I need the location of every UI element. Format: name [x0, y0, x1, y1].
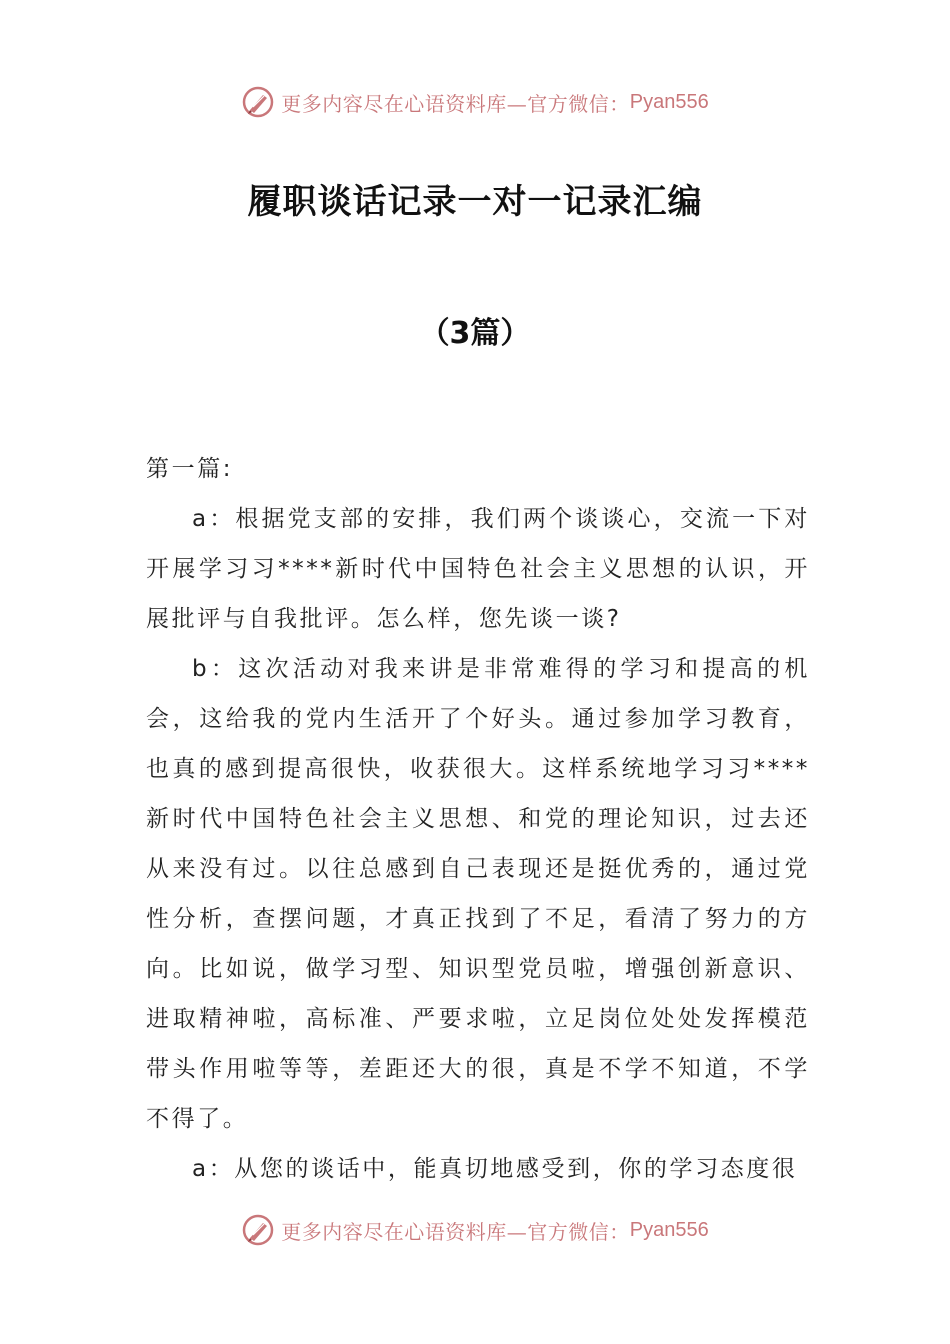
banner-text: 更多内容尽在心语资料库—官方微信：: [281, 91, 630, 116]
banner-text: 更多内容尽在心语资料库—官方微信：: [281, 1219, 630, 1244]
header-watermark-banner: [0, 82, 950, 122]
dialogue-paragraph: a：根据党支部的安排，我们两个谈谈心，交流一下对开展学习习****新时代中国特色社会主义思想的认识，开展批评与自我批评。怎么样，您先谈一谈?: [146, 506, 810, 632]
document-title: 履职谈话记录一对一记录汇编: [247, 182, 703, 222]
footer-watermark-banner: [0, 1210, 950, 1250]
document-body: [146, 444, 810, 1194]
banner-wechat-handle: Pyan556: [629, 1218, 709, 1241]
pen-nib-logo-icon: [241, 1213, 275, 1247]
dialogue-paragraph: b：这次活动对我来讲是非常难得的学习和提高的机会，这给我的党内生活开了个好头。通过参加学习教育，也真的感到提高很快，收获很大。这样系统地学习习****新时代中国特色社会主义思想、和党的理论知识，过去还从来没有过。以往总感到自己表现还是挺优秀的，通过党性分析，查摆问题，才真正找到了不足，看清了努力的方向。比如说，做学习型、知识型党员啦，增强创新意识、进取精神啦，高标准、严要求啦，立足岗位处处发挥模范带头作用啦等等，差距还大的很，真是不学不知道，不学不得了。: [146, 656, 810, 1132]
section-label: 第一篇:: [146, 456, 234, 482]
pen-nib-logo-icon: [241, 85, 275, 119]
document-subtitle: （3篇）: [419, 316, 531, 351]
banner-wechat-handle: Pyan556: [629, 90, 709, 113]
dialogue-paragraph: a：从您的谈话中，能真切地感受到，你的学习态度很: [192, 1156, 798, 1182]
